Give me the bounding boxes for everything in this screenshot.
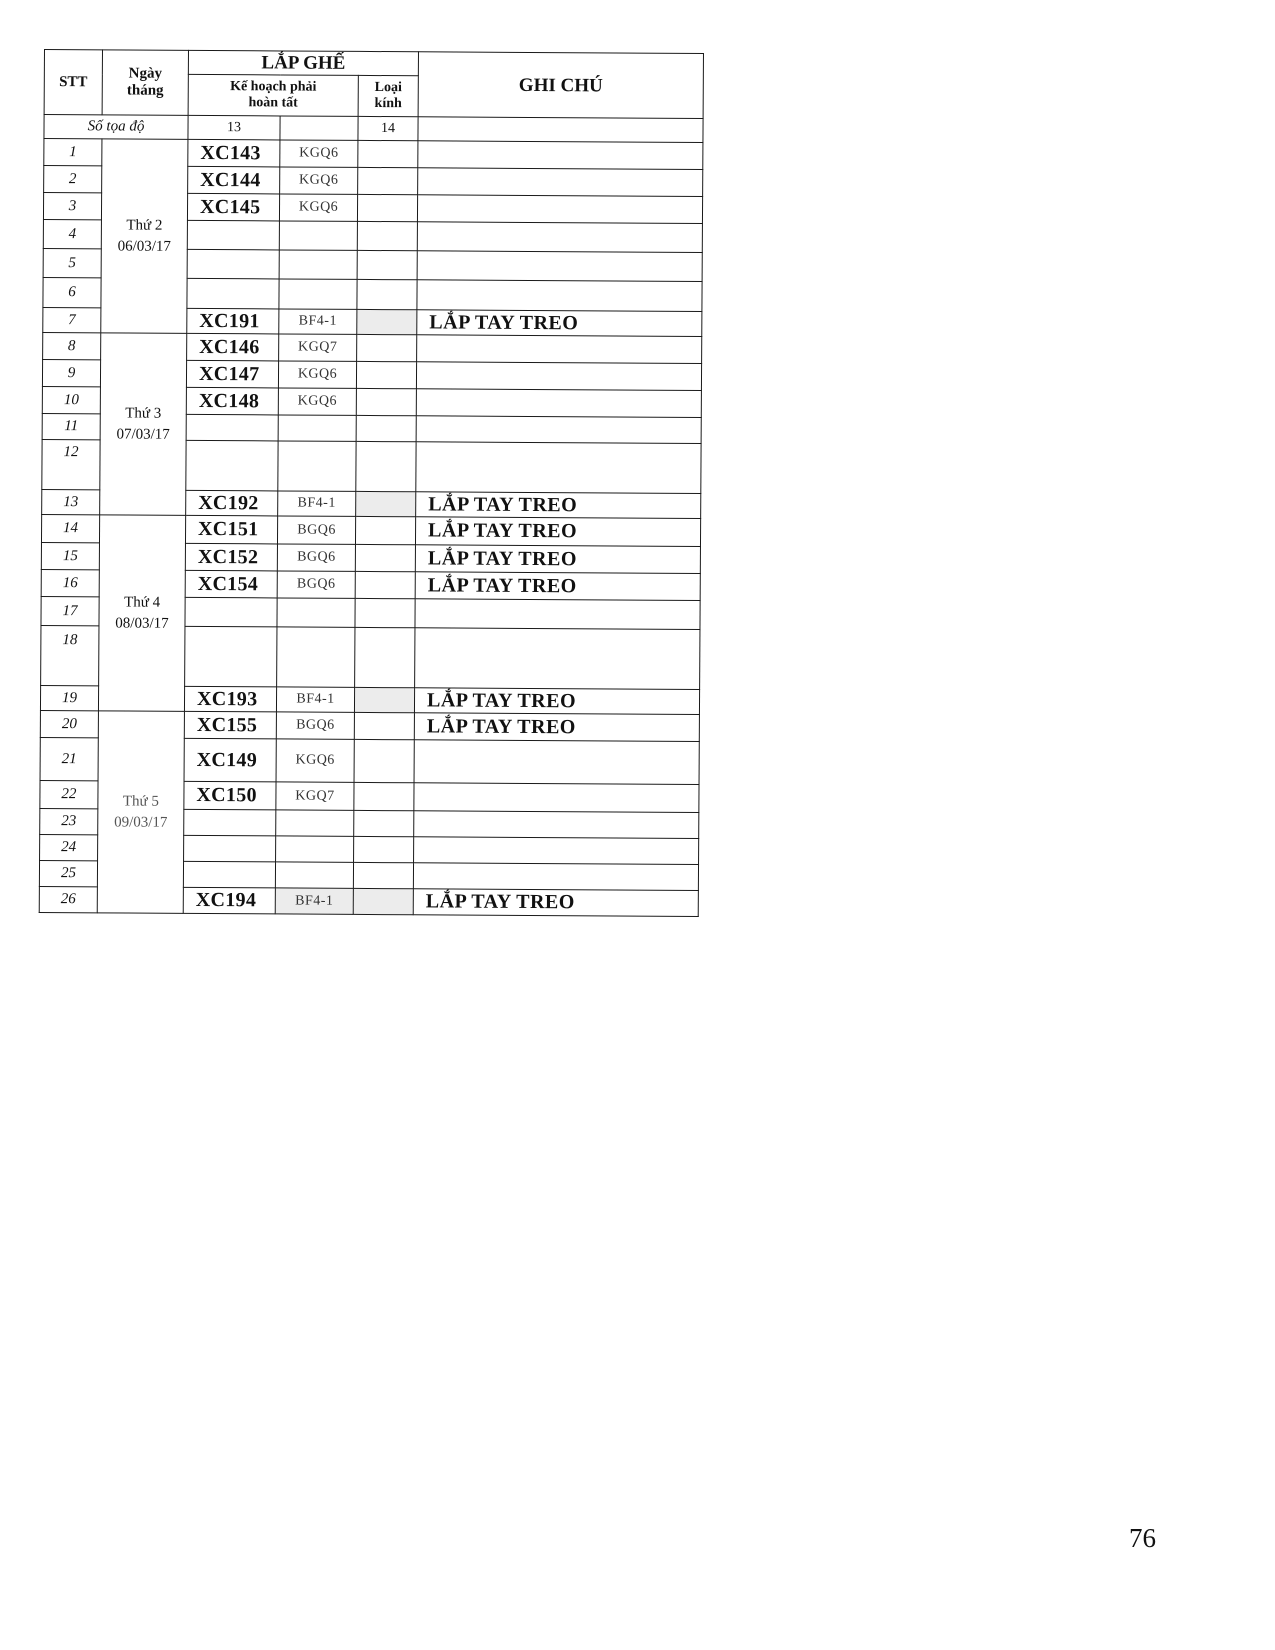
glass-cell <box>357 334 417 361</box>
coordinate-13: 13 <box>188 115 280 140</box>
chair-code <box>187 220 279 250</box>
glass-cell <box>356 491 416 516</box>
chair-type: BF4-1 <box>276 687 354 712</box>
glass-cell <box>355 516 415 544</box>
chair-code: XC144 <box>188 166 280 194</box>
chair-code <box>185 626 277 687</box>
chair-code <box>184 835 276 862</box>
table-row <box>41 514 700 546</box>
row-stt: 16 <box>41 569 99 596</box>
row-stt: 13 <box>42 489 100 514</box>
chair-type: BGQ6 <box>277 571 355 598</box>
chair-type: BGQ6 <box>277 516 355 544</box>
chair-type <box>279 250 357 279</box>
chair-code: XC146 <box>187 333 279 361</box>
note-cell <box>415 599 700 630</box>
note-cell <box>417 335 702 364</box>
chair-type <box>276 810 354 836</box>
note-cell <box>414 811 699 839</box>
chair-code: XC149 <box>184 738 276 782</box>
note-cell: LẮP TAY TREO <box>414 713 699 742</box>
row-stt: 15 <box>41 542 99 569</box>
glass-cell <box>356 388 416 415</box>
glass-cell <box>354 782 414 810</box>
chair-type <box>279 221 357 250</box>
note-cell <box>417 280 702 312</box>
glass-cell <box>358 167 418 194</box>
coordinate-blank <box>280 116 358 140</box>
plan-header: Kế hoạch phải hoàn tất <box>188 74 358 116</box>
row-stt: 9 <box>42 359 100 386</box>
chair-code: XC152 <box>185 543 277 571</box>
coordinate-note-blank <box>418 117 703 143</box>
row-stt: 2 <box>44 166 102 193</box>
chair-code <box>185 597 277 627</box>
row-stt: 22 <box>40 780 98 808</box>
chair-type: KGQ6 <box>279 194 357 221</box>
glass-type-header: Loại kính <box>358 75 418 116</box>
chair-type: BF4-1 <box>275 888 353 914</box>
day-cell: Thứ 4 08/03/17 <box>98 515 185 712</box>
chair-type: KGQ6 <box>280 167 358 194</box>
note-cell <box>415 628 700 690</box>
chair-code <box>186 440 278 491</box>
chair-code: XC191 <box>187 308 279 334</box>
chair-type: KGQ7 <box>279 334 357 361</box>
day-cell: Thứ 2 06/03/17 <box>101 139 188 334</box>
chair-type <box>277 598 355 627</box>
assembly-group-header: LẮP GHẾ <box>188 50 418 75</box>
row-stt: 14 <box>41 514 99 542</box>
chair-type <box>276 836 354 862</box>
chair-type: KGQ7 <box>276 782 354 810</box>
chair-code: XC143 <box>188 139 280 167</box>
note-cell <box>414 783 699 813</box>
chair-code: XC194 <box>183 887 275 914</box>
note-cell <box>416 389 701 418</box>
chair-code: XC154 <box>185 570 277 598</box>
table-row <box>44 139 703 170</box>
note-cell: LẮP TAY TREO <box>415 517 700 547</box>
chair-code <box>187 249 279 279</box>
glass-cell <box>353 888 413 914</box>
note-header: GHI CHÚ <box>418 52 703 119</box>
glass-cell <box>355 627 415 687</box>
row-stt: 6 <box>43 277 101 307</box>
row-stt: 5 <box>43 248 101 277</box>
chair-code <box>184 809 276 836</box>
row-stt: 3 <box>43 193 101 220</box>
note-cell: LẮP TAY TREO <box>414 688 699 715</box>
day-cell: Thứ 5 09/03/17 <box>97 711 184 914</box>
row-stt: 17 <box>41 596 99 625</box>
glass-cell <box>355 571 415 598</box>
chair-code: XC148 <box>186 387 278 415</box>
glass-cell <box>357 221 417 250</box>
chair-type <box>278 441 356 491</box>
row-stt: 1 <box>44 139 102 166</box>
chair-type <box>279 279 357 309</box>
chair-type <box>275 862 353 888</box>
glass-cell <box>353 862 413 888</box>
chair-type: KGQ6 <box>278 361 356 388</box>
table-row <box>40 710 699 741</box>
note-cell: LẮP TAY TREO <box>417 310 702 337</box>
glass-cell <box>354 739 414 782</box>
chair-type: KGQ6 <box>276 739 354 782</box>
row-stt: 12 <box>42 439 100 489</box>
row-stt: 11 <box>42 413 100 439</box>
note-cell: LẮP TAY TREO <box>415 545 700 574</box>
glass-cell <box>354 836 414 862</box>
note-cell <box>414 837 699 865</box>
chair-code: XC145 <box>187 193 279 221</box>
row-stt: 10 <box>42 386 100 413</box>
chair-code <box>186 414 278 441</box>
chair-type: BGQ6 <box>276 712 354 739</box>
glass-cell <box>356 361 416 388</box>
note-cell: LẮP TAY TREO <box>415 572 700 601</box>
note-cell <box>417 222 702 253</box>
glass-cell <box>357 309 417 334</box>
chair-code: XC147 <box>186 360 278 388</box>
row-stt: 20 <box>40 710 98 737</box>
row-stt: 24 <box>40 834 98 860</box>
note-cell <box>416 362 701 391</box>
note-cell <box>416 442 701 494</box>
day-cell: Thứ 3 07/03/17 <box>100 333 187 516</box>
row-stt: 18 <box>41 625 99 685</box>
chair-code <box>187 278 279 309</box>
coordinate-14: 14 <box>358 116 418 140</box>
glass-cell <box>356 441 416 491</box>
coordinate-label: Số tọa độ <box>44 115 188 140</box>
glass-cell <box>358 140 418 167</box>
note-cell: LẮP TAY TREO <box>413 889 698 917</box>
date-header: Ngày tháng <box>102 50 188 116</box>
assembly-schedule-table <box>39 49 704 917</box>
glass-cell <box>354 687 414 712</box>
table-row <box>43 332 702 363</box>
row-stt: 23 <box>40 808 98 834</box>
note-cell <box>413 863 698 891</box>
glass-cell <box>356 415 416 441</box>
chair-type: BF4-1 <box>278 491 356 516</box>
glass-cell <box>355 544 415 571</box>
note-cell <box>417 251 702 282</box>
note-cell <box>414 740 699 785</box>
glass-cell <box>355 598 415 627</box>
chair-code: XC192 <box>186 490 278 516</box>
row-stt: 7 <box>43 307 101 332</box>
note-cell <box>418 168 703 197</box>
glass-cell <box>357 279 417 309</box>
row-stt: 19 <box>40 685 98 710</box>
chair-type: KGQ6 <box>278 388 356 415</box>
chair-code <box>183 861 275 888</box>
row-stt: 4 <box>43 219 101 248</box>
glass-cell <box>354 810 414 836</box>
note-cell <box>417 195 702 224</box>
chair-code: XC155 <box>184 711 276 739</box>
chair-code: XC150 <box>184 781 276 810</box>
row-stt: 8 <box>43 332 101 359</box>
chair-type: BGQ6 <box>277 544 355 571</box>
stt-header: STT <box>44 50 102 115</box>
note-cell <box>416 416 701 444</box>
page-number: 76 <box>1129 1523 1156 1553</box>
note-cell <box>418 141 703 170</box>
chair-type: BF4-1 <box>279 309 357 334</box>
note-cell: LẮP TAY TREO <box>416 492 701 519</box>
glass-cell <box>357 250 417 279</box>
chair-code: XC151 <box>185 515 277 544</box>
glass-cell <box>354 712 414 739</box>
chair-type: KGQ6 <box>280 140 358 167</box>
chair-type <box>277 627 355 687</box>
row-stt: 21 <box>40 737 98 780</box>
row-stt: 26 <box>39 886 97 912</box>
glass-cell <box>357 194 417 221</box>
row-stt: 25 <box>39 860 97 886</box>
chair-type <box>278 415 356 441</box>
chair-code: XC193 <box>184 686 276 712</box>
